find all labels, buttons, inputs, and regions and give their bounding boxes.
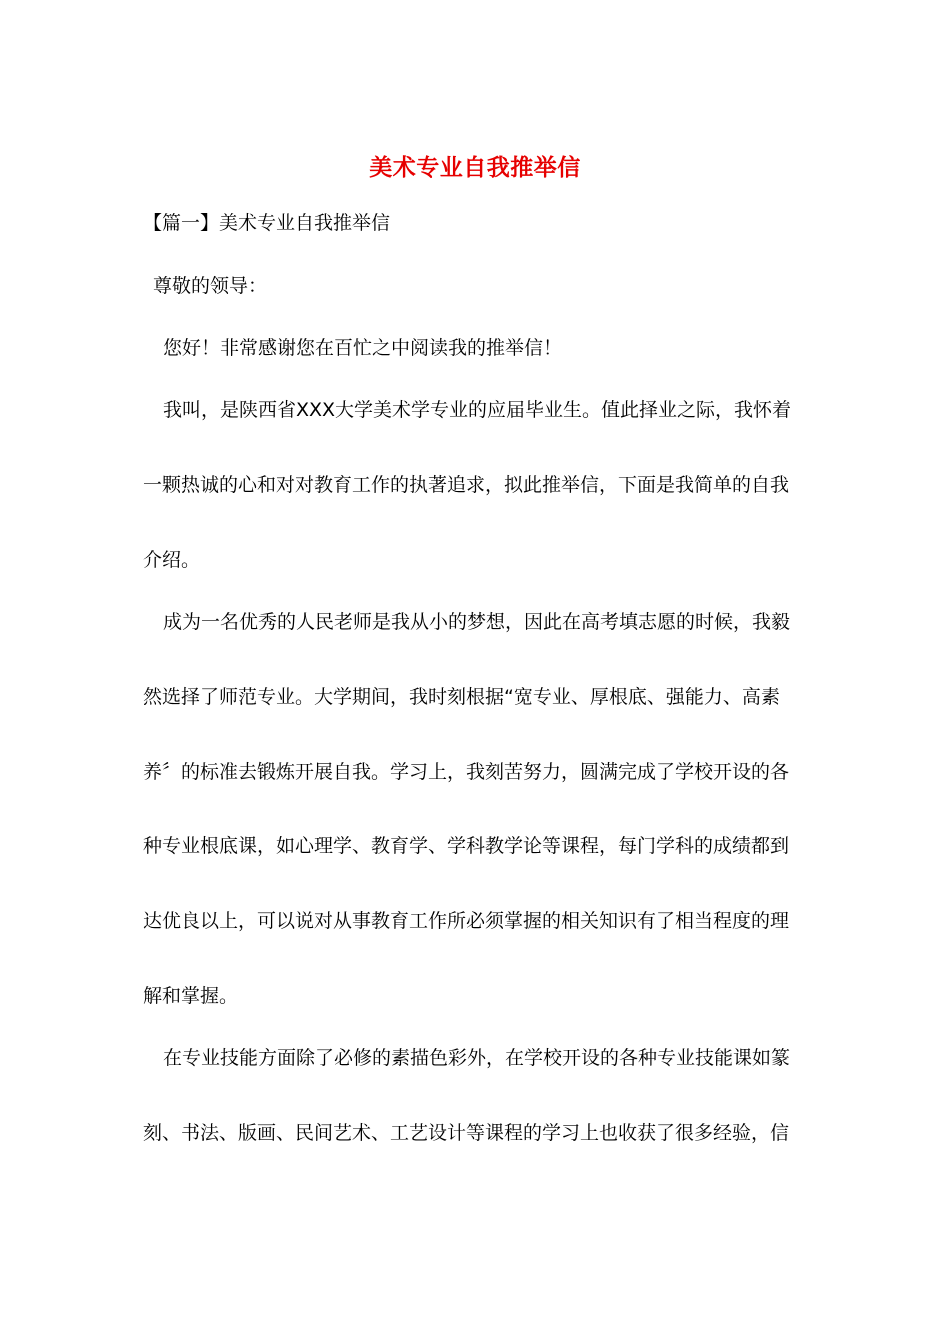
body-line: 在专业技能方面除了必修的素描色彩外，在学校开设的各种专业技能课如篆	[163, 1047, 791, 1069]
body-line: 成为一名优秀的人民老师是我从小的梦想，因此在高考填志愿的时候，我毅	[163, 611, 791, 633]
body-line: 介绍。	[143, 549, 201, 571]
body-line: 达优良以上，可以说对从事教育工作所必须掌握的相关知识有了相当程度的理	[143, 910, 790, 932]
body-line: 养〞的标准去锻炼开展自我。学习上，我刻苦努力，圆满完成了学校开设的各	[143, 761, 790, 783]
body-line: 一颗热诚的心和对对教育工作的执著追求，拟此推举信，下面是我简单的自我	[143, 474, 790, 496]
document-title: 美术专业自我推举信	[369, 154, 581, 181]
body-line: 我叫，是陕西省XXX大学美术学专业的应届毕业生。值此择业之际，我怀着	[163, 399, 792, 421]
section-heading: 【篇一】美术专业自我推举信	[143, 212, 391, 234]
body-line: 解和掌握。	[143, 985, 239, 1007]
body-line: 刻、书法、版画、民间艺术、工艺设计等课程的学习上也收获了很多经验，信	[143, 1122, 790, 1144]
salutation: 尊敬的领导：	[153, 275, 268, 297]
body-line: 您好！非常感谢您在百忙之中阅读我的推举信！	[163, 337, 563, 359]
body-line: 种专业根底课，如心理学、教育学、学科教学论等课程，每门学科的成绩都到	[143, 835, 790, 857]
body-line: 然选择了师范专业。大学期间，我时刻根据“宽专业、厚根底、强能力、高素	[143, 686, 780, 708]
